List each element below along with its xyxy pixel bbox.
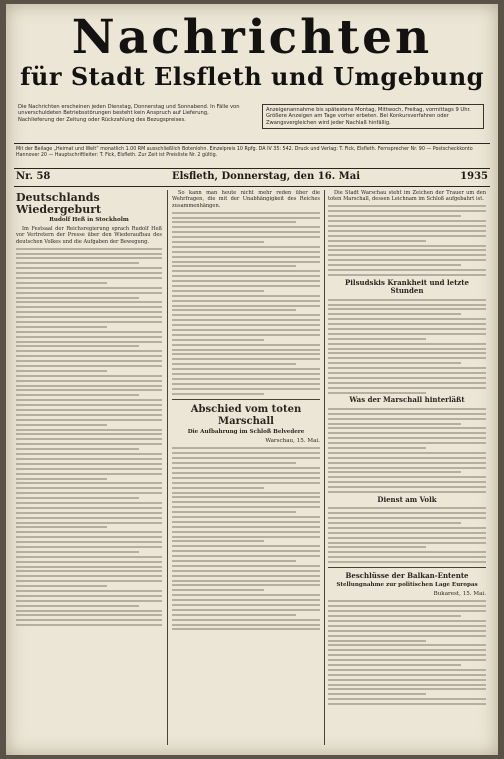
masthead-title: Nachrichten bbox=[71, 10, 433, 65]
article-lead: Im Festsaal der Reichsregierung sprach Rudolf Heß vor Vertretern der Presse über den Wiederaufbau des deutschen Volkes und die Aufgaben der Bewegung. bbox=[16, 226, 162, 245]
publication-info: Die Nachrichten erscheinen jeden Dienstag, Donnerstag und Sonnabend. In Fälle von unverschuldeten Betriebsstörungen besteht kein Anspruch auf Lieferung, Nachlieferung der Zeitung oder Rückzahlung des Bezugspreises. bbox=[18, 104, 240, 123]
divider bbox=[14, 168, 490, 169]
body-text-lines bbox=[328, 408, 486, 493]
column-3 bbox=[328, 190, 486, 708]
column-2 bbox=[172, 190, 320, 633]
article-divider bbox=[172, 399, 320, 400]
article-lead: So kann man heute nicht mehr reden über die Wehrfragen, die mit der Unabhängigkeit des Reiches zusammenhängen. bbox=[172, 190, 320, 209]
masthead-subtitle: für Stadt Elsfleth und Umgebung bbox=[20, 62, 484, 91]
article-headline: Abschied vom toten Marschall bbox=[190, 403, 302, 427]
body-text-lines bbox=[328, 205, 486, 275]
newspaper-page bbox=[6, 4, 498, 755]
article-subhead: Rudolf Heß in Stockholm bbox=[49, 217, 129, 223]
column-1 bbox=[16, 190, 162, 629]
masthead bbox=[6, 12, 498, 90]
issue-year: 1935 bbox=[460, 171, 488, 182]
article-headline: Was der Marschall hinterläßt bbox=[349, 395, 465, 405]
issue-date: Elsfleth, Donnerstag, den 16. Mai bbox=[171, 171, 361, 182]
body-text-lines bbox=[328, 299, 486, 394]
body-text-lines bbox=[328, 507, 486, 563]
article-subhead: Stellungnahme zur politischen Lage Europas bbox=[336, 581, 478, 588]
article-headline: Deutschlands Wiedergeburt bbox=[16, 191, 102, 216]
article-headline: Beschlüsse der Balkan-Entente bbox=[345, 571, 469, 581]
subscription-strip: Mit der Beilage „Heimat und Welt“ monatlich 1.00 RM ausschließlich Botenlohn. Einzelpreis 10 Rpfg. DA IV 35: 542. Druck und Verlag: T. Fick, Elsfleth. Fernsprecher Nr. 90 — Postscheckkonto Hannover 20 — Hauptschriftleiter: T. Fick, Elsfleth. Zur Zeit ist Preisliste Nr. 2 gültig. bbox=[16, 147, 473, 158]
advertising-info: Anzeigenannahme bis spätestens Montag, Mittwoch, Freitag, vormittags 9 Uhr. Größere Anzeigen am Tage vorher erbeten. Bei Konkursverfahren oder Zwangsvergleichen wird jeder Nachlaß hinfällig. bbox=[262, 104, 484, 129]
body-text-lines bbox=[172, 447, 320, 630]
article-subhead: Die Aufbahrung im Schloß Belvedere bbox=[187, 428, 305, 435]
divider bbox=[14, 143, 490, 144]
article-dateline: Bukarest, 15. Mai. bbox=[433, 590, 486, 597]
dateline bbox=[16, 171, 488, 185]
article-dateline: Warschau, 15. Mai. bbox=[265, 437, 320, 444]
article-headline: Pilsudskis Krankheit und letzte Stunden bbox=[345, 277, 469, 296]
body-text-lines bbox=[172, 212, 320, 395]
body-text-lines bbox=[328, 600, 486, 705]
column-divider bbox=[167, 190, 168, 745]
article-lead: Die Stadt Warschau steht im Zeichen der Trauer um den toten Marschall, dessen Leichnam im Schloß aufgebahrt ist. bbox=[328, 190, 486, 203]
article-divider bbox=[328, 567, 486, 568]
divider bbox=[14, 186, 490, 187]
body-text-lines bbox=[16, 248, 162, 627]
column-divider bbox=[324, 190, 325, 745]
article-headline: Dienst am Volk bbox=[377, 494, 437, 504]
issue-number: Nr. 58 bbox=[16, 171, 51, 182]
